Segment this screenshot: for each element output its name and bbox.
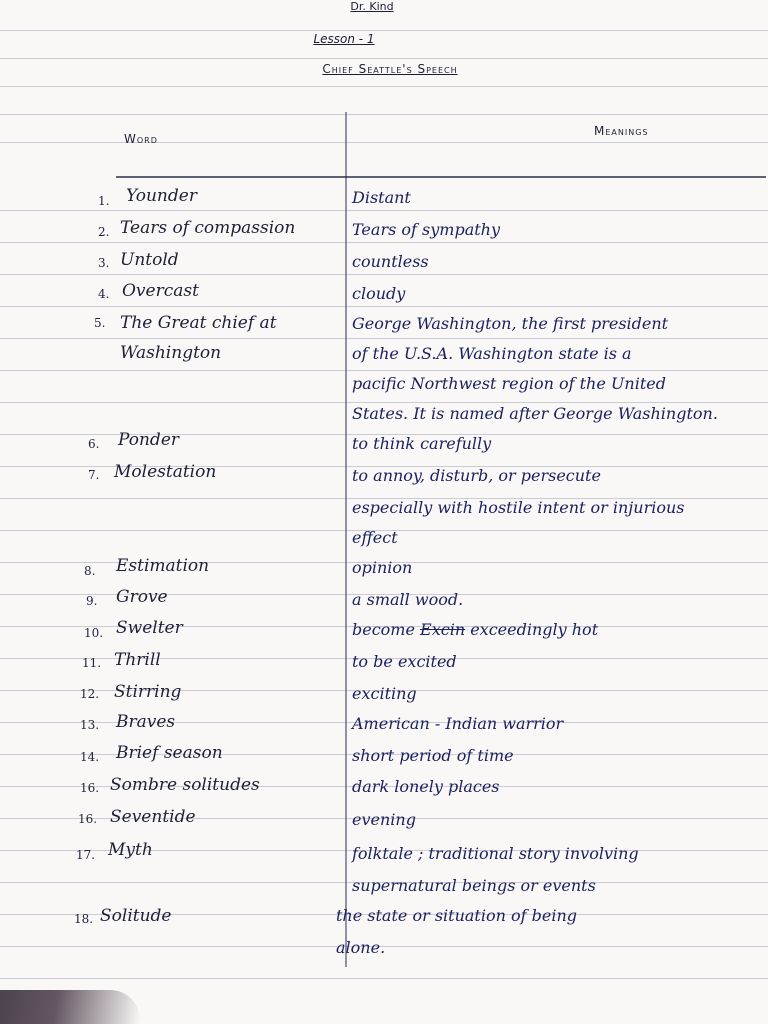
entry-number: 5.	[94, 316, 106, 330]
entry-number: 9.	[86, 594, 98, 608]
ruled-line	[0, 242, 768, 243]
entry-number: 3.	[98, 256, 110, 270]
header-underline	[116, 176, 766, 178]
entry-number: 16.	[80, 781, 100, 795]
entry-meaning: cloudy	[352, 284, 406, 303]
ruled-line	[0, 58, 768, 59]
entry-meaning: alone.	[336, 938, 386, 957]
page-title: Chief Seattle's Speech	[322, 62, 458, 76]
entry-meaning: Tears of sympathy	[352, 220, 500, 239]
entry-meaning: Distant	[352, 188, 411, 207]
column-divider	[345, 112, 347, 967]
entry-meaning: supernatural beings or events	[352, 876, 596, 895]
entry-meaning: George Washington, the first president	[352, 314, 669, 333]
entry-meaning: of the U.S.A. Washington state is a	[352, 344, 632, 363]
entry-meaning: opinion	[352, 558, 413, 577]
entry-word: Untold	[120, 250, 179, 270]
ruled-line	[0, 114, 768, 115]
entry-meaning: countless	[352, 252, 429, 271]
entry-meaning: evening	[352, 810, 416, 829]
entry-word: Estimation	[116, 556, 210, 576]
entry-number: 17.	[76, 848, 96, 862]
entry-meaning: especially with hostile intent or injurious	[352, 498, 685, 517]
struck-out-text: Excin	[420, 620, 466, 639]
meaning-suffix: exceedingly hot	[465, 620, 599, 639]
entry-word: Grove	[116, 587, 168, 607]
entry-meaning: the state or situation of being	[336, 906, 578, 925]
page-corner-shadow	[0, 990, 140, 1024]
entry-number: 2.	[98, 225, 110, 239]
lesson-label: Lesson - 1	[313, 32, 375, 46]
entry-meaning: to annoy, disturb, or persecute	[352, 466, 601, 485]
entry-number: 4.	[98, 287, 110, 301]
entry-word: Overcast	[122, 281, 199, 301]
meaning-prefix: become	[352, 620, 421, 639]
ruled-line	[0, 210, 768, 211]
ruled-line	[0, 142, 768, 143]
entry-meaning: States. It is named after George Washington.	[352, 404, 718, 423]
entry-word: Swelter	[116, 618, 183, 638]
ruled-line	[0, 274, 768, 275]
entry-word: Molestation	[114, 462, 217, 482]
ruled-line	[0, 402, 768, 403]
entry-number: 11.	[82, 656, 102, 670]
ruled-line	[0, 338, 768, 339]
entry-number: 10.	[84, 626, 104, 640]
entry-word: Myth	[108, 840, 153, 860]
ruled-line	[0, 978, 768, 979]
entry-word: Ponder	[118, 430, 180, 450]
entry-number: 14.	[80, 750, 100, 764]
entry-word: Brief season	[116, 743, 223, 763]
entry-number: 1.	[98, 194, 110, 208]
entry-number: 16.	[78, 812, 98, 826]
entry-word: Stirring	[114, 682, 182, 702]
entry-meaning: folktale ; traditional story involving	[352, 844, 639, 863]
entry-word: Tears of compassion	[120, 218, 296, 238]
entry-meaning	[352, 620, 598, 639]
entry-word: The Great chief at	[120, 313, 277, 333]
entry-meaning: to think carefully	[352, 434, 492, 453]
entry-number: 7.	[88, 468, 100, 482]
meanings-column-header: Meanings	[594, 124, 649, 138]
entry-number: 6.	[88, 437, 100, 451]
entry-meaning: a small wood.	[352, 590, 464, 609]
entry-word: Seventide	[110, 807, 196, 827]
entry-meaning: exciting	[352, 684, 417, 703]
ruled-line	[0, 370, 768, 371]
entry-meaning: American - Indian warrior	[352, 714, 564, 733]
entry-word: Thrill	[114, 650, 161, 670]
entry-meaning: short period of time	[352, 746, 514, 765]
ruled-line	[0, 306, 768, 307]
entry-number: 18.	[74, 912, 94, 926]
entry-meaning: pacific Northwest region of the United	[352, 374, 666, 393]
word-column-header: Word	[124, 132, 158, 146]
entry-word-continued: Washington	[120, 343, 222, 363]
entry-word: Solitude	[100, 906, 172, 926]
entry-meaning: dark lonely places	[352, 777, 500, 796]
entry-word: Braves	[116, 712, 176, 732]
entry-number: 12.	[80, 687, 100, 701]
entry-number: 13.	[80, 718, 100, 732]
entry-word: Younder	[126, 186, 197, 206]
entry-word: Sombre solitudes	[110, 775, 260, 795]
author-name: Dr. Kind	[350, 0, 394, 13]
entry-number: 8.	[84, 564, 96, 578]
ruled-line	[0, 30, 768, 31]
entry-meaning: to be excited	[352, 652, 457, 671]
ruled-line	[0, 86, 768, 87]
entry-meaning: effect	[352, 528, 398, 547]
